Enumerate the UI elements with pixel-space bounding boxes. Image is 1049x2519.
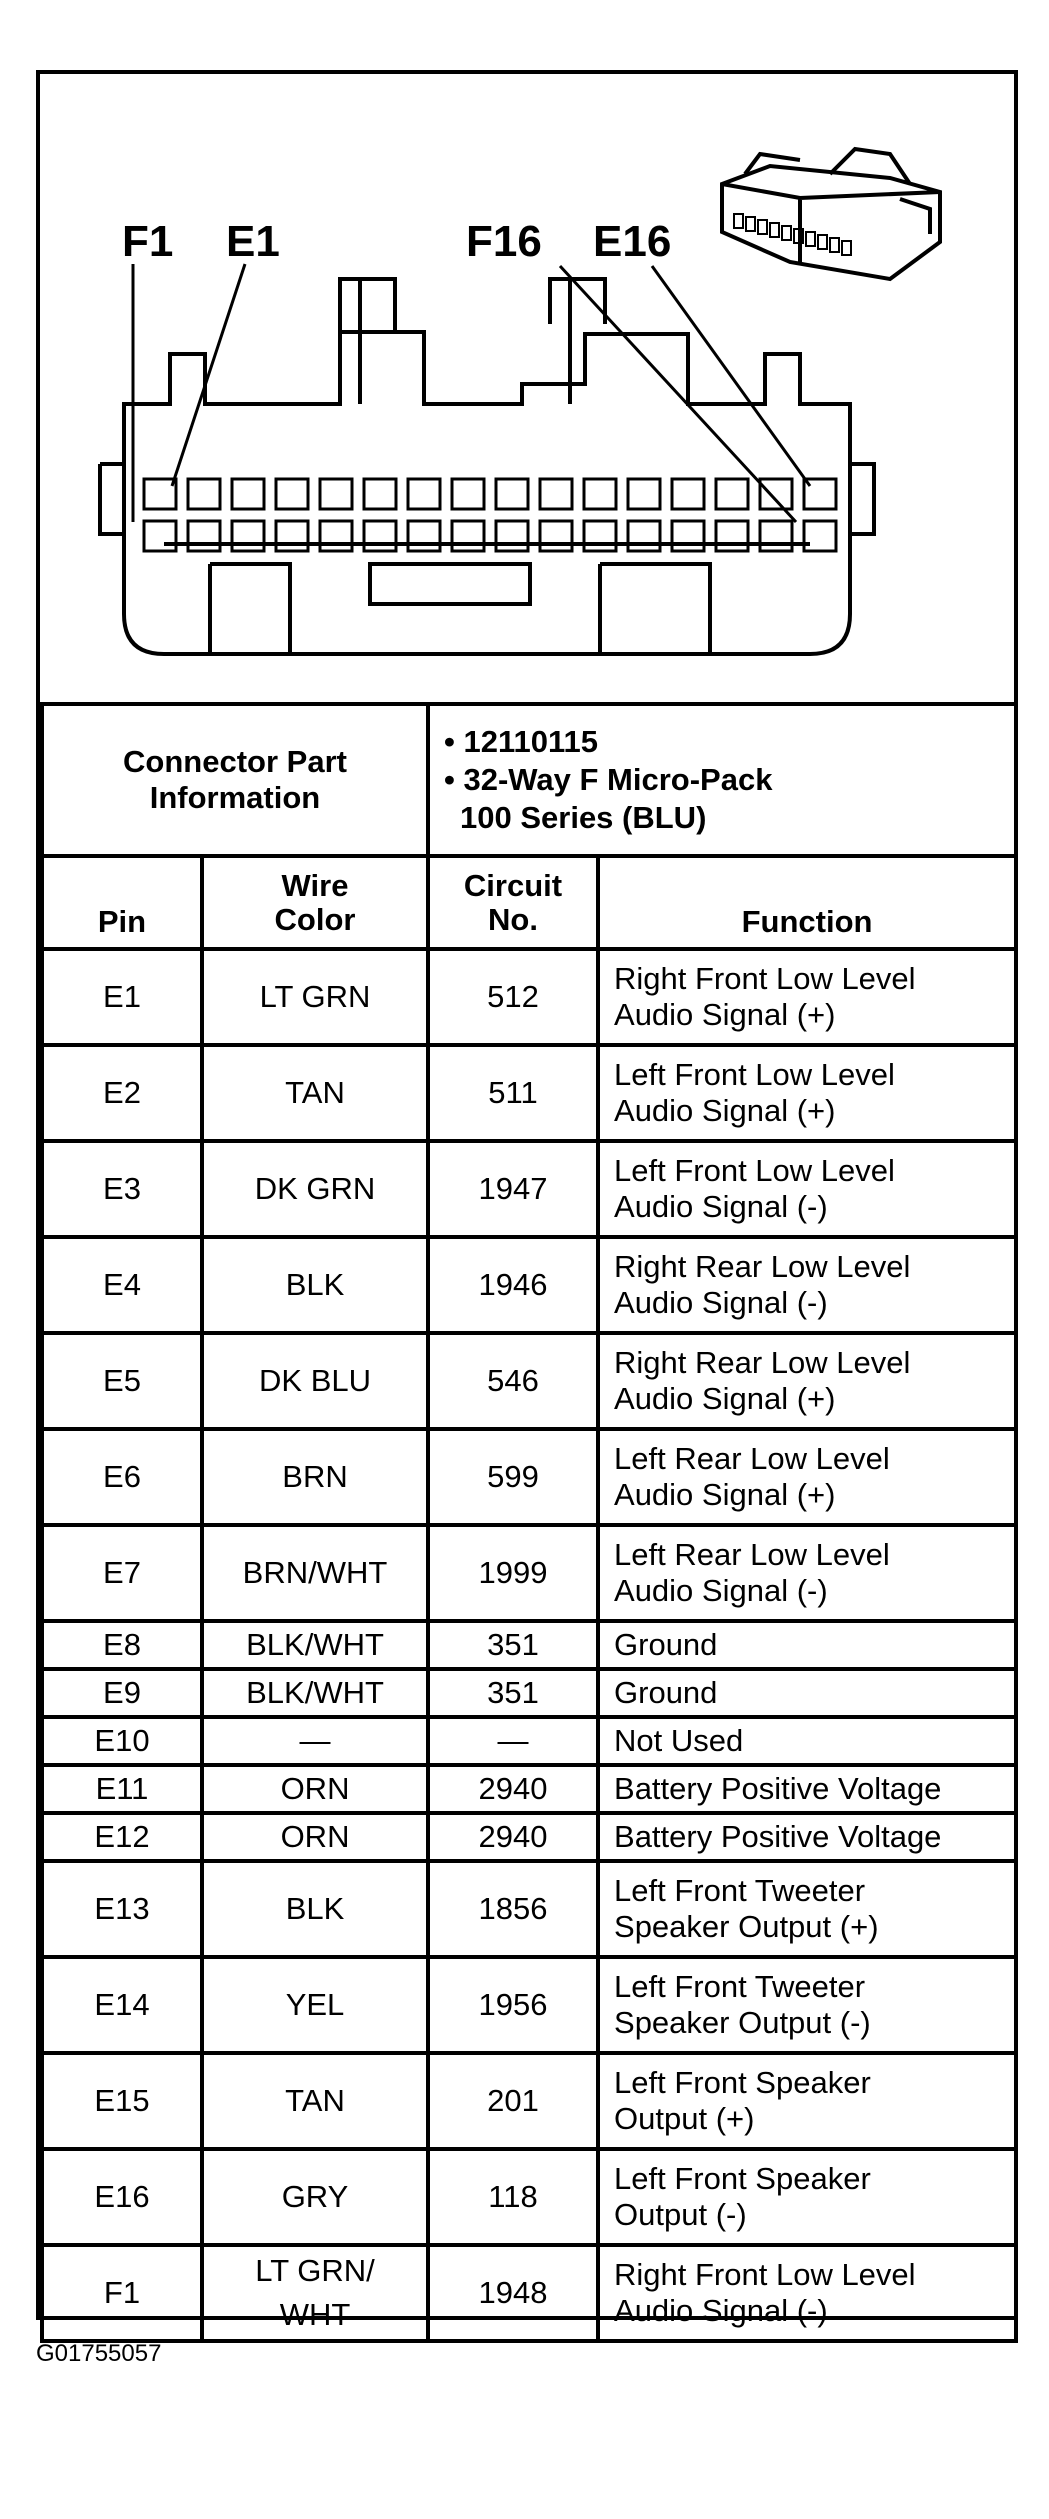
table-row: [42, 1957, 1016, 2053]
pin-cell: E10: [42, 1717, 202, 1765]
function-cell: Left Front Low Level Audio Signal (-): [598, 1141, 1016, 1237]
circuit-cell: 511: [428, 1045, 598, 1141]
wire-color-cell: YEL: [202, 1957, 428, 2053]
circuit-cell: 1947: [428, 1141, 598, 1237]
thumbnail-cavity: [818, 235, 827, 249]
function-cell: Left Front Low Level Audio Signal (+): [598, 1045, 1016, 1141]
thumbnail-cavity: [842, 241, 851, 255]
connector-pin-cavity: [320, 521, 352, 551]
connector-pin-cavity: [716, 479, 748, 509]
connector-pin-cavity: [408, 479, 440, 509]
connector-pin-cavity: [276, 521, 308, 551]
circuit-cell: 599: [428, 1429, 598, 1525]
thumbnail-cavity: [770, 223, 779, 237]
table-row: [42, 2245, 1016, 2341]
connector-pin-cavity: [188, 521, 220, 551]
wire-color-cell: BLK: [202, 1237, 428, 1333]
connector-pin-cavity: [144, 521, 176, 551]
wire-color-cell: BLK/WHT: [202, 1669, 428, 1717]
wire-color-cell: ORN: [202, 1813, 428, 1861]
circuit-cell: 1999: [428, 1525, 598, 1621]
connector-pin-cavity: [672, 521, 704, 551]
pin-label-e16: E16: [593, 217, 672, 266]
header-circuit-no: Circuit No.: [428, 856, 598, 949]
connector-info-row: [42, 704, 1016, 856]
connector-pin-cavity: [144, 479, 176, 509]
function-cell: Right Front Low Level Audio Signal (-): [598, 2245, 1016, 2341]
function-cell: Right Front Low Level Audio Signal (+): [598, 949, 1016, 1045]
function-cell: Left Front Tweeter Speaker Output (+): [598, 1861, 1016, 1957]
function-cell: Right Rear Low Level Audio Signal (-): [598, 1237, 1016, 1333]
pin-label-e1: E1: [226, 217, 280, 266]
pin-cell: E11: [42, 1765, 202, 1813]
connector-pin-cavity: [188, 479, 220, 509]
table-row: [42, 1141, 1016, 1237]
pin-cell: E2: [42, 1045, 202, 1141]
connector-pin-cavity: [496, 479, 528, 509]
table-row: [42, 1333, 1016, 1429]
function-cell: Left Front Tweeter Speaker Output (-): [598, 1957, 1016, 2053]
pin-cell: E5: [42, 1333, 202, 1429]
connector-drawing: [40, 74, 1014, 702]
connector-info-values: [428, 704, 1016, 856]
wire-color-cell: LT GRN: [202, 949, 428, 1045]
connector-pin-cavity: [452, 521, 484, 551]
circuit-cell: 118: [428, 2149, 598, 2245]
wire-color-cell: TAN: [202, 2053, 428, 2149]
circuit-cell: —: [428, 1717, 598, 1765]
thumbnail-cavity: [758, 220, 767, 234]
connector-pin-cavity: [760, 479, 792, 509]
table-header-row: [42, 856, 1016, 949]
pin-cell: F1: [42, 2245, 202, 2341]
header-wire-color: Wire Color: [202, 856, 428, 949]
function-cell: Left Front Speaker Output (+): [598, 2053, 1016, 2149]
connector-info-label: Connector Part Information: [42, 704, 428, 856]
table-row: [42, 1765, 1016, 1813]
connector-pin-cavity: [628, 479, 660, 509]
pin-cell: E14: [42, 1957, 202, 2053]
table-row: [42, 1861, 1016, 1957]
circuit-cell: 1856: [428, 1861, 598, 1957]
pin-cell: E6: [42, 1429, 202, 1525]
circuit-cell: 1948: [428, 2245, 598, 2341]
thumbnail-cavity: [806, 232, 815, 246]
thumbnail-cavity: [830, 238, 839, 252]
connector-pin-cavity: [804, 521, 836, 551]
table-row: [42, 1429, 1016, 1525]
function-cell: Ground: [598, 1621, 1016, 1669]
table-row: [42, 1237, 1016, 1333]
thumbnail-cavity: [734, 214, 743, 228]
circuit-cell: 546: [428, 1333, 598, 1429]
connector-pin-cavity: [364, 479, 396, 509]
connector-description: • 32-Way F Micro-Pack 100 Series (BLU): [444, 762, 773, 835]
connector-pin-cavity: [496, 521, 528, 551]
function-cell: Ground: [598, 1669, 1016, 1717]
wire-color-cell: BLK/WHT: [202, 1621, 428, 1669]
connector-pin-cavity: [584, 479, 616, 509]
connector-pin-cavity: [232, 521, 264, 551]
wire-color-cell: GRY: [202, 2149, 428, 2245]
pin-cell: E9: [42, 1669, 202, 1717]
connector-pin-cavity: [408, 521, 440, 551]
wire-color-cell: BRN: [202, 1429, 428, 1525]
connector-pin-cavity: [628, 521, 660, 551]
pinout-rows: [42, 949, 1016, 2341]
circuit-cell: 201: [428, 2053, 598, 2149]
pin-cell: E1: [42, 949, 202, 1045]
wire-color-cell: BRN/WHT: [202, 1525, 428, 1621]
function-cell: Not Used: [598, 1717, 1016, 1765]
table-row: [42, 1813, 1016, 1861]
connector-pin-cavity: [452, 479, 484, 509]
pin-cell: E15: [42, 2053, 202, 2149]
circuit-cell: 351: [428, 1621, 598, 1669]
wire-color-cell: LT GRN/ WHT: [202, 2245, 428, 2341]
connector-pin-cavity: [716, 521, 748, 551]
figure-code: G01755057: [36, 2340, 162, 2367]
pin-cell: E7: [42, 1525, 202, 1621]
table-row: [42, 949, 1016, 1045]
connector-diagram: [40, 74, 1014, 706]
pin-cell: E13: [42, 1861, 202, 1957]
table-row: [42, 1669, 1016, 1717]
table-row: [42, 1525, 1016, 1621]
header-function: Function: [598, 856, 1016, 949]
thumbnail-cavity: [746, 217, 755, 231]
pin-label-f1: F1: [122, 217, 174, 266]
function-cell: Right Rear Low Level Audio Signal (+): [598, 1333, 1016, 1429]
pin-cell: E8: [42, 1621, 202, 1669]
connector-pin-cavity: [760, 521, 792, 551]
part-number: • 12110115: [444, 724, 599, 759]
connector-pin-cavity: [540, 521, 572, 551]
function-cell: Left Front Speaker Output (-): [598, 2149, 1016, 2245]
circuit-cell: 2940: [428, 1765, 598, 1813]
circuit-cell: 351: [428, 1669, 598, 1717]
circuit-cell: 1956: [428, 1957, 598, 2053]
wire-color-cell: —: [202, 1717, 428, 1765]
pin-label-f16: F16: [466, 217, 542, 266]
pinout-table: [40, 702, 1018, 2343]
connector-pin-cavity: [320, 479, 352, 509]
table-row: [42, 1621, 1016, 1669]
wire-color-cell: DK BLU: [202, 1333, 428, 1429]
pin-cell: E3: [42, 1141, 202, 1237]
wire-color-cell: TAN: [202, 1045, 428, 1141]
function-cell: Battery Positive Voltage: [598, 1813, 1016, 1861]
header-pin: Pin: [42, 856, 202, 949]
pin-cell: E16: [42, 2149, 202, 2245]
connector-pin-cavity: [276, 479, 308, 509]
table-row: [42, 1717, 1016, 1765]
table-row: [42, 1045, 1016, 1141]
function-cell: Left Rear Low Level Audio Signal (-): [598, 1525, 1016, 1621]
connector-pin-cavity: [364, 521, 396, 551]
connector-pin-cavity: [584, 521, 616, 551]
circuit-cell: 2940: [428, 1813, 598, 1861]
circuit-cell: 1946: [428, 1237, 598, 1333]
function-cell: Left Rear Low Level Audio Signal (+): [598, 1429, 1016, 1525]
circuit-cell: 512: [428, 949, 598, 1045]
pin-cell: E4: [42, 1237, 202, 1333]
wire-color-cell: DK GRN: [202, 1141, 428, 1237]
wire-color-cell: BLK: [202, 1861, 428, 1957]
table-row: [42, 2053, 1016, 2149]
connector-pin-cavity: [672, 479, 704, 509]
thumbnail-cavity: [782, 226, 791, 240]
table-row: [42, 2149, 1016, 2245]
function-cell: Battery Positive Voltage: [598, 1765, 1016, 1813]
pin-cell: E12: [42, 1813, 202, 1861]
connector-sheet: [36, 70, 1018, 2332]
connector-pin-cavity: [232, 479, 264, 509]
connector-pin-cavity: [540, 479, 572, 509]
wire-color-cell: ORN: [202, 1765, 428, 1813]
